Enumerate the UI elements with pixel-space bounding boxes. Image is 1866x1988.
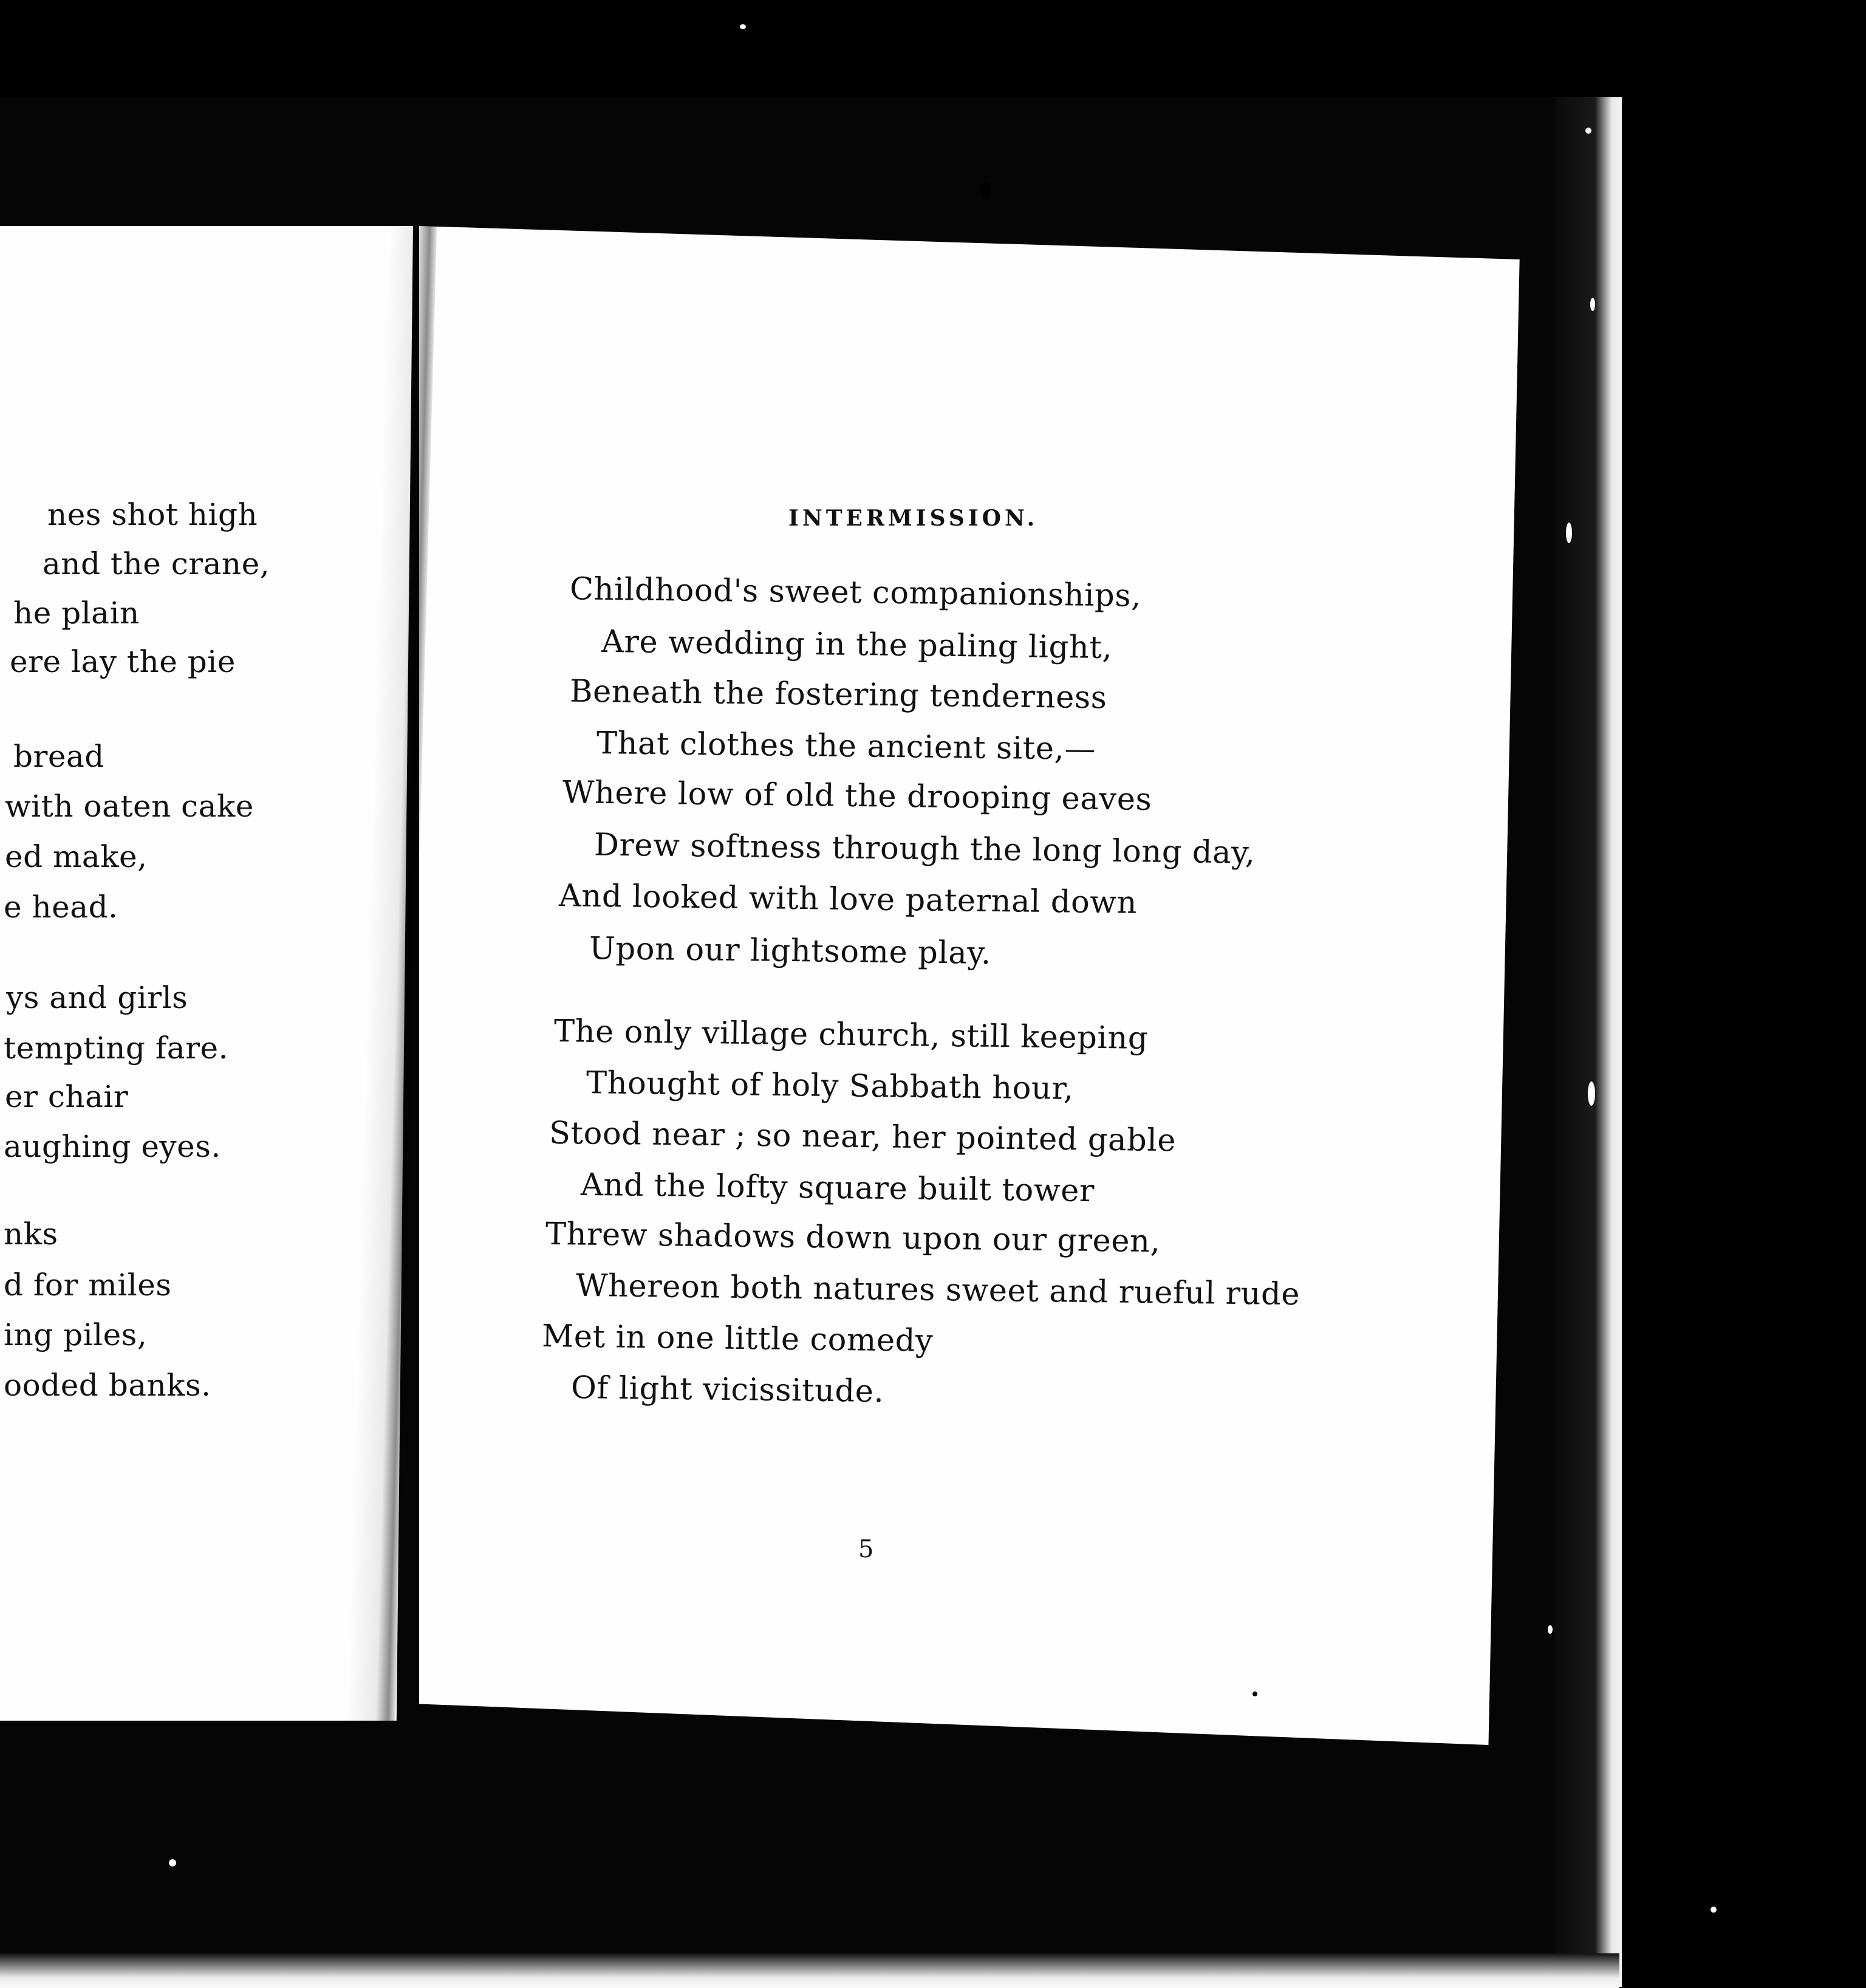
left-line: and the crane, — [43, 546, 270, 581]
left-line: tempting fare. — [4, 1030, 228, 1066]
film-speck — [1253, 1692, 1257, 1696]
poem-line: Met in one little comedy — [541, 1318, 934, 1359]
left-line: nks — [4, 1216, 58, 1252]
left-line: d for miles — [4, 1267, 172, 1303]
poem-line: Drew softness through the long long day, — [593, 827, 1256, 871]
poem-line: Thought of holy Sabbath hour, — [586, 1065, 1075, 1107]
poem-line: Are wedding in the paling light, — [601, 623, 1113, 667]
poem-line: Of light vicissitude. — [570, 1369, 884, 1410]
bottom-strip — [0, 1953, 1619, 1988]
poem-line: Stood near ; so near, her pointed gable — [549, 1115, 1177, 1159]
poem-line: Beneath the fostering tenderness — [569, 673, 1107, 716]
left-line: er chair — [5, 1079, 129, 1114]
poem-line: The only village church, still keeping — [553, 1013, 1149, 1057]
poem-line: And the lofty square built tower — [580, 1167, 1095, 1210]
poem-title: INTERMISSION. — [788, 506, 1039, 531]
film-speck — [1588, 1081, 1595, 1106]
film-speck — [1548, 1625, 1553, 1634]
left-line: with oaten cake — [5, 789, 254, 824]
film-speck — [1566, 523, 1572, 543]
film-speck — [740, 24, 746, 29]
poem-line: That clothes the ancient site,— — [596, 725, 1096, 768]
left-line: nes shot high — [47, 497, 258, 532]
left-line: ys and girls — [6, 980, 188, 1015]
left-page — [0, 226, 413, 1721]
poem-line: And looked with love paternal down — [558, 878, 1138, 921]
film-speck — [1710, 1907, 1717, 1913]
left-line: ere lay the pie — [10, 644, 236, 679]
film-speck — [169, 1859, 176, 1866]
left-line: e head. — [4, 889, 118, 925]
board-edge — [1555, 97, 1622, 1987]
page-number: 5 — [858, 1535, 874, 1563]
film-speck — [980, 182, 991, 198]
poem-line: Childhood's sweet companionships, — [569, 571, 1142, 614]
left-line: he plain — [13, 595, 140, 631]
film-speck — [1585, 128, 1591, 134]
poem-line: Whereon both natures sweet and rueful rude — [575, 1267, 1300, 1313]
left-line: ooded banks. — [4, 1368, 211, 1403]
left-line: bread — [13, 739, 104, 774]
poem-line: Where low of old the drooping eaves — [562, 775, 1152, 818]
left-line: ed make, — [5, 839, 148, 874]
left-line: aughing eyes. — [4, 1129, 221, 1164]
right-page — [419, 226, 1531, 1745]
film-speck — [1590, 298, 1595, 311]
poem-line: Upon our lightsome play. — [589, 930, 992, 972]
left-line: ing piles, — [4, 1317, 148, 1352]
poem-line: Threw shadows down upon our green, — [545, 1216, 1161, 1260]
